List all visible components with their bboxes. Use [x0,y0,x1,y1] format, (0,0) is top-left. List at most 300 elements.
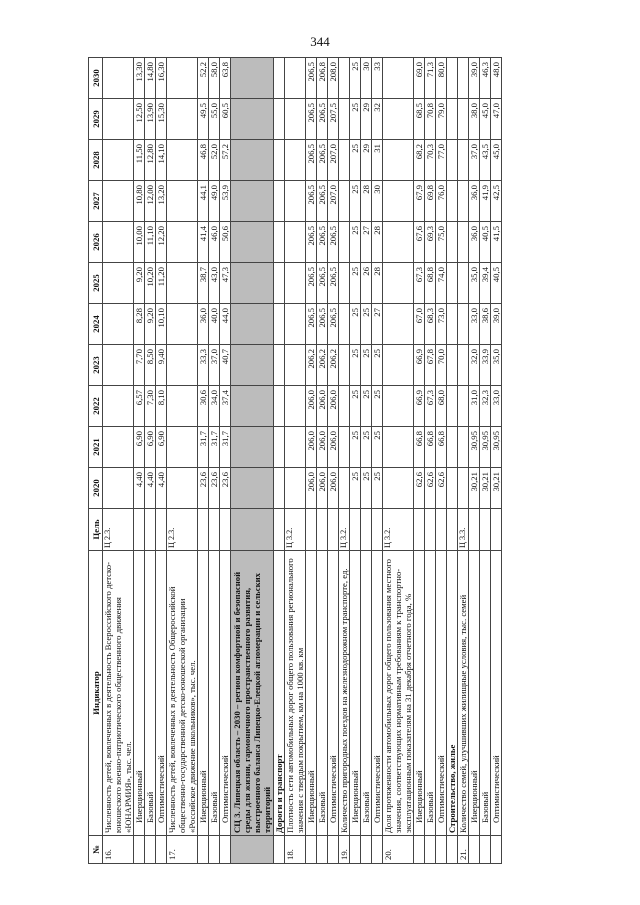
row-number-cell [306,836,317,864]
value-cell: 39,0 [491,304,502,345]
row-number-cell [220,836,231,864]
empty-cell [231,509,274,551]
value-cell: 206,0 [306,427,317,468]
value-cell: 76,0 [436,181,447,222]
value-cell [383,468,414,509]
empty-cell [231,468,274,509]
value-cell [383,427,414,468]
row-number-cell [198,836,209,864]
value-cell: 25 [350,58,361,99]
scenario-row [350,58,361,864]
value-cell [103,304,134,345]
value-cell: 26 [361,263,372,304]
value-cell [167,222,198,263]
value-cell [285,181,306,222]
value-cell: 44,1 [198,181,209,222]
value-cell: 16,30 [156,58,167,99]
value-cell: 25 [350,99,361,140]
value-cell [285,140,306,181]
row-number-cell [436,836,447,864]
value-cell [383,181,414,222]
page-number: 344 [310,34,330,49]
value-cell [458,222,469,263]
value-cell: 33,9 [480,345,491,386]
value-cell [339,468,350,509]
value-cell: 37,0 [469,140,480,181]
value-cell: 12,80 [145,140,156,181]
scenario-name: Базовый [480,551,491,836]
value-cell [167,263,198,304]
row-number-cell [361,836,372,864]
column-header: 2020 [89,468,103,509]
subsection-row [447,58,458,864]
value-cell: 11,20 [156,263,167,304]
value-cell: 67,3 [414,263,425,304]
value-cell: 11,50 [134,140,145,181]
value-cell: 28 [361,181,372,222]
value-cell [167,427,198,468]
value-cell: 40,5 [491,263,502,304]
value-cell [103,140,134,181]
value-cell: 25 [350,181,361,222]
value-cell: 208,0 [328,58,339,99]
value-cell: 30,95 [480,427,491,468]
value-cell [383,140,414,181]
empty-cell [274,181,285,222]
value-cell: 49,0 [209,181,220,222]
scenario-row [306,58,317,864]
row-number-cell: 21. [458,836,469,864]
value-cell: 67,0 [414,304,425,345]
value-cell [103,386,134,427]
scenario-row [436,58,447,864]
value-cell: 52,0 [209,140,220,181]
value-cell [458,181,469,222]
value-cell: 25 [372,345,383,386]
value-cell: 66,8 [414,427,425,468]
value-cell: 77,0 [436,140,447,181]
value-cell: 25 [350,263,361,304]
empty-cell [447,427,458,468]
value-cell: 41,4 [198,222,209,263]
value-cell: 25 [372,386,383,427]
value-cell: 6,90 [156,427,167,468]
empty-cell [274,345,285,386]
empty-cell [447,468,458,509]
value-cell: 38,7 [198,263,209,304]
value-cell: 206,5 [317,181,328,222]
value-cell: 75,0 [436,222,447,263]
column-header: 2021 [89,427,103,468]
column-header: 2023 [89,345,103,386]
empty-cell [274,304,285,345]
value-cell [167,468,198,509]
value-cell: 25 [350,386,361,427]
indicator-name: Количество семей, улучшивших жилищные условия, тыс. семей [458,551,469,836]
goal-code-cell [134,509,145,551]
value-cell [285,345,306,386]
subsection-title: Строительство, жилье [447,551,458,836]
value-cell: 23,6 [220,468,231,509]
value-cell: 206,0 [317,386,328,427]
value-cell: 25 [372,427,383,468]
value-cell [103,427,134,468]
scenario-row [414,58,425,864]
scenario-row [480,58,491,864]
value-cell [458,468,469,509]
indicator-name: Численность детей, вовлеченных в деятельность Общероссийской общественно-государственной детско-юношеской организации «Российское движение школьников», тыс. чел. [167,551,198,836]
value-cell: 32,3 [480,386,491,427]
value-cell: 66,9 [414,345,425,386]
scenario-row [491,58,502,864]
value-cell: 206,0 [317,468,328,509]
value-cell: 80,0 [436,58,447,99]
value-cell: 69,8 [425,181,436,222]
value-cell: 66,8 [436,427,447,468]
value-cell: 46,3 [480,58,491,99]
column-header: № [89,836,103,864]
value-cell: 25 [361,304,372,345]
column-header: 2028 [89,140,103,181]
value-cell: 55,0 [209,99,220,140]
value-cell: 8,28 [134,304,145,345]
goal-code-cell [350,509,361,551]
value-cell: 52,2 [198,58,209,99]
value-cell [167,345,198,386]
value-cell: 25 [350,468,361,509]
table-body [103,58,502,864]
empty-cell [274,509,285,551]
value-cell: 31 [372,140,383,181]
scenario-row [328,58,339,864]
scenario-row [134,58,145,864]
value-cell: 206,5 [317,99,328,140]
scenario-row [145,58,156,864]
value-cell: 207,0 [328,181,339,222]
value-cell [339,427,350,468]
value-cell: 70,0 [436,345,447,386]
scenario-name: Инерционный [350,551,361,836]
value-cell [103,345,134,386]
value-cell: 69,0 [414,58,425,99]
value-cell: 206,5 [306,99,317,140]
value-cell: 207,0 [328,140,339,181]
indicator-row [458,58,469,864]
scenario-name: Оптимистический [436,551,447,836]
value-cell: 206,2 [306,345,317,386]
value-cell: 68,0 [436,386,447,427]
value-cell [458,386,469,427]
value-cell: 25 [361,468,372,509]
value-cell: 207,5 [328,99,339,140]
scenario-row [425,58,436,864]
goal-code-cell [220,509,231,551]
value-cell: 47,3 [220,263,231,304]
value-cell: 8,50 [145,345,156,386]
value-cell: 29 [361,140,372,181]
value-cell: 206,5 [317,140,328,181]
value-cell [339,386,350,427]
value-cell [103,99,134,140]
empty-cell [447,304,458,345]
row-number-cell [328,836,339,864]
scenario-name: Инерционный [469,551,480,836]
subsection-title: Дороги и транспорт [274,551,285,836]
value-cell: 30,95 [469,427,480,468]
value-cell: 35,0 [469,263,480,304]
value-cell [458,304,469,345]
column-header: 2025 [89,263,103,304]
value-cell: 25 [350,222,361,263]
value-cell: 25 [350,345,361,386]
value-cell: 206,0 [306,386,317,427]
value-cell: 206,2 [317,345,328,386]
empty-cell [274,468,285,509]
value-cell: 6,90 [134,427,145,468]
row-number-cell [447,836,458,864]
value-cell: 38,6 [480,304,491,345]
value-cell: 30 [361,58,372,99]
empty-cell [231,345,274,386]
value-cell: 12,50 [134,99,145,140]
value-cell [458,345,469,386]
value-cell: 13,90 [145,99,156,140]
goal-code-cell [317,509,328,551]
empty-cell [274,386,285,427]
scenario-name: Базовый [209,551,220,836]
value-cell: 66,8 [425,427,436,468]
value-cell [103,468,134,509]
value-cell: 206,5 [306,304,317,345]
value-cell: 33,0 [469,304,480,345]
value-cell: 206,0 [317,427,328,468]
value-cell: 9,40 [156,345,167,386]
empty-cell [447,181,458,222]
row-number-cell: 19. [339,836,350,864]
row-number-cell [425,836,436,864]
scenario-name: Базовый [361,551,372,836]
value-cell [383,222,414,263]
goal-code-cell [372,509,383,551]
value-cell: 206,0 [328,386,339,427]
value-cell: 33,0 [491,386,502,427]
value-cell: 49,5 [198,99,209,140]
column-header: 2022 [89,386,103,427]
value-cell: 15,30 [156,99,167,140]
goal-code-cell: Ц 3.2. [285,509,306,551]
value-cell: 62,6 [436,468,447,509]
scenario-name: Базовый [425,551,436,836]
value-cell: 30,21 [480,468,491,509]
value-cell: 31,0 [469,386,480,427]
value-cell: 6,57 [134,386,145,427]
value-cell [167,386,198,427]
value-cell: 39,0 [469,58,480,99]
scenario-row [361,58,372,864]
value-cell: 206,5 [328,263,339,304]
value-cell [285,468,306,509]
value-cell: 11,10 [145,222,156,263]
indicator-name: Количество пригородных поездов на железнодорожном транспорте, ед. [339,551,350,836]
value-cell: 63,8 [220,58,231,99]
scenario-row [220,58,231,864]
value-cell: 70,3 [425,140,436,181]
empty-cell [274,140,285,181]
value-cell: 30,21 [469,468,480,509]
goal-code-cell [361,509,372,551]
row-number-cell: 16. [103,836,134,864]
scenario-name: Оптимистический [372,551,383,836]
value-cell: 27 [361,222,372,263]
value-cell [103,181,134,222]
value-cell: 38,0 [469,99,480,140]
scenario-name: Оптимистический [220,551,231,836]
empty-cell [231,427,274,468]
value-cell: 32 [372,99,383,140]
value-cell: 206,5 [306,263,317,304]
value-cell: 31,7 [198,427,209,468]
empty-cell [447,345,458,386]
value-cell: 68,2 [414,140,425,181]
value-cell [167,304,198,345]
value-cell [285,222,306,263]
column-header: 2029 [89,99,103,140]
value-cell: 25 [361,345,372,386]
value-cell: 36,0 [198,304,209,345]
scenario-name: Инерционный [414,551,425,836]
value-cell: 67,8 [425,345,436,386]
value-cell: 42,5 [491,181,502,222]
value-cell: 12,20 [156,222,167,263]
value-cell: 67,9 [414,181,425,222]
scenario-row [209,58,220,864]
value-cell: 206,5 [306,222,317,263]
row-number-cell [480,836,491,864]
value-cell [103,58,134,99]
value-cell: 206,5 [317,263,328,304]
empty-cell [274,222,285,263]
row-number-cell [134,836,145,864]
value-cell [383,386,414,427]
value-cell: 7,70 [134,345,145,386]
value-cell [285,427,306,468]
value-cell: 206,5 [328,304,339,345]
value-cell: 36,0 [469,222,480,263]
value-cell: 45,0 [491,140,502,181]
value-cell: 4,40 [145,468,156,509]
value-cell: 9,20 [145,304,156,345]
column-header: Цель [89,509,103,551]
row-number-cell [372,836,383,864]
empty-cell [231,304,274,345]
value-cell: 25 [372,468,383,509]
value-cell: 53,9 [220,181,231,222]
value-cell [103,222,134,263]
value-cell [167,181,198,222]
value-cell: 50,6 [220,222,231,263]
value-cell: 206,0 [328,427,339,468]
value-cell: 58,0 [209,58,220,99]
column-header: 2026 [89,222,103,263]
value-cell: 68,8 [425,263,436,304]
value-cell: 74,0 [436,263,447,304]
goal-code-cell: Ц 3.2. [339,509,350,551]
value-cell [458,263,469,304]
goal-code-cell: Ц 2.3. [103,509,134,551]
empty-cell [231,99,274,140]
value-cell: 34,0 [209,386,220,427]
value-cell: 4,40 [156,468,167,509]
goal-code-cell [145,509,156,551]
scenario-name: Базовый [145,551,156,836]
value-cell: 48,0 [491,58,502,99]
value-cell: 29 [361,99,372,140]
scenario-row [198,58,209,864]
value-cell [285,58,306,99]
value-cell [339,304,350,345]
column-header: Индикатор [89,551,103,836]
value-cell: 206,5 [328,222,339,263]
value-cell: 37,4 [220,386,231,427]
empty-cell [274,427,285,468]
value-cell: 30,21 [491,468,502,509]
value-cell: 13,30 [134,58,145,99]
value-cell: 33,3 [198,345,209,386]
scenario-name: Оптимистический [156,551,167,836]
goal-code-cell [328,509,339,551]
goal-code-cell [414,509,425,551]
value-cell: 206,0 [306,468,317,509]
value-cell: 10,10 [156,304,167,345]
value-cell [339,58,350,99]
value-cell [167,140,198,181]
value-cell [383,304,414,345]
value-cell [339,345,350,386]
table-header-row [89,58,103,864]
value-cell: 37,0 [209,345,220,386]
row-number-cell [350,836,361,864]
value-cell: 45,0 [480,99,491,140]
empty-cell [274,58,285,99]
value-cell: 10,00 [134,222,145,263]
row-number-cell [274,836,285,864]
indicator-row [103,58,134,864]
value-cell [458,58,469,99]
column-header: 2030 [89,58,103,99]
empty-cell [231,386,274,427]
goal-code-cell: Ц 3.2. [383,509,414,551]
empty-cell [447,222,458,263]
row-number-cell: 20. [383,836,414,864]
value-cell: 31,7 [209,427,220,468]
value-cell [285,263,306,304]
value-cell [167,99,198,140]
column-header: 2024 [89,304,103,345]
value-cell: 30,95 [491,427,502,468]
value-cell: 44,0 [220,304,231,345]
goal-code-cell [480,509,491,551]
empty-cell [447,263,458,304]
empty-cell [231,222,274,263]
section-title: СЦ 3. Липецкая область – 2030 – регион комфортной и безопасной среды для жизни, гармоничного пространственного развития, выстроенного баланса Липецко-Елецкой агломерации и сельских территорий [231,551,274,836]
value-cell [458,99,469,140]
scenario-name: Инерционный [198,551,209,836]
goal-code-cell: Ц 2.3. [167,509,198,551]
value-cell: 71,3 [425,58,436,99]
indicator-row [339,58,350,864]
value-cell: 14,10 [156,140,167,181]
scenario-name: Оптимистический [328,551,339,836]
